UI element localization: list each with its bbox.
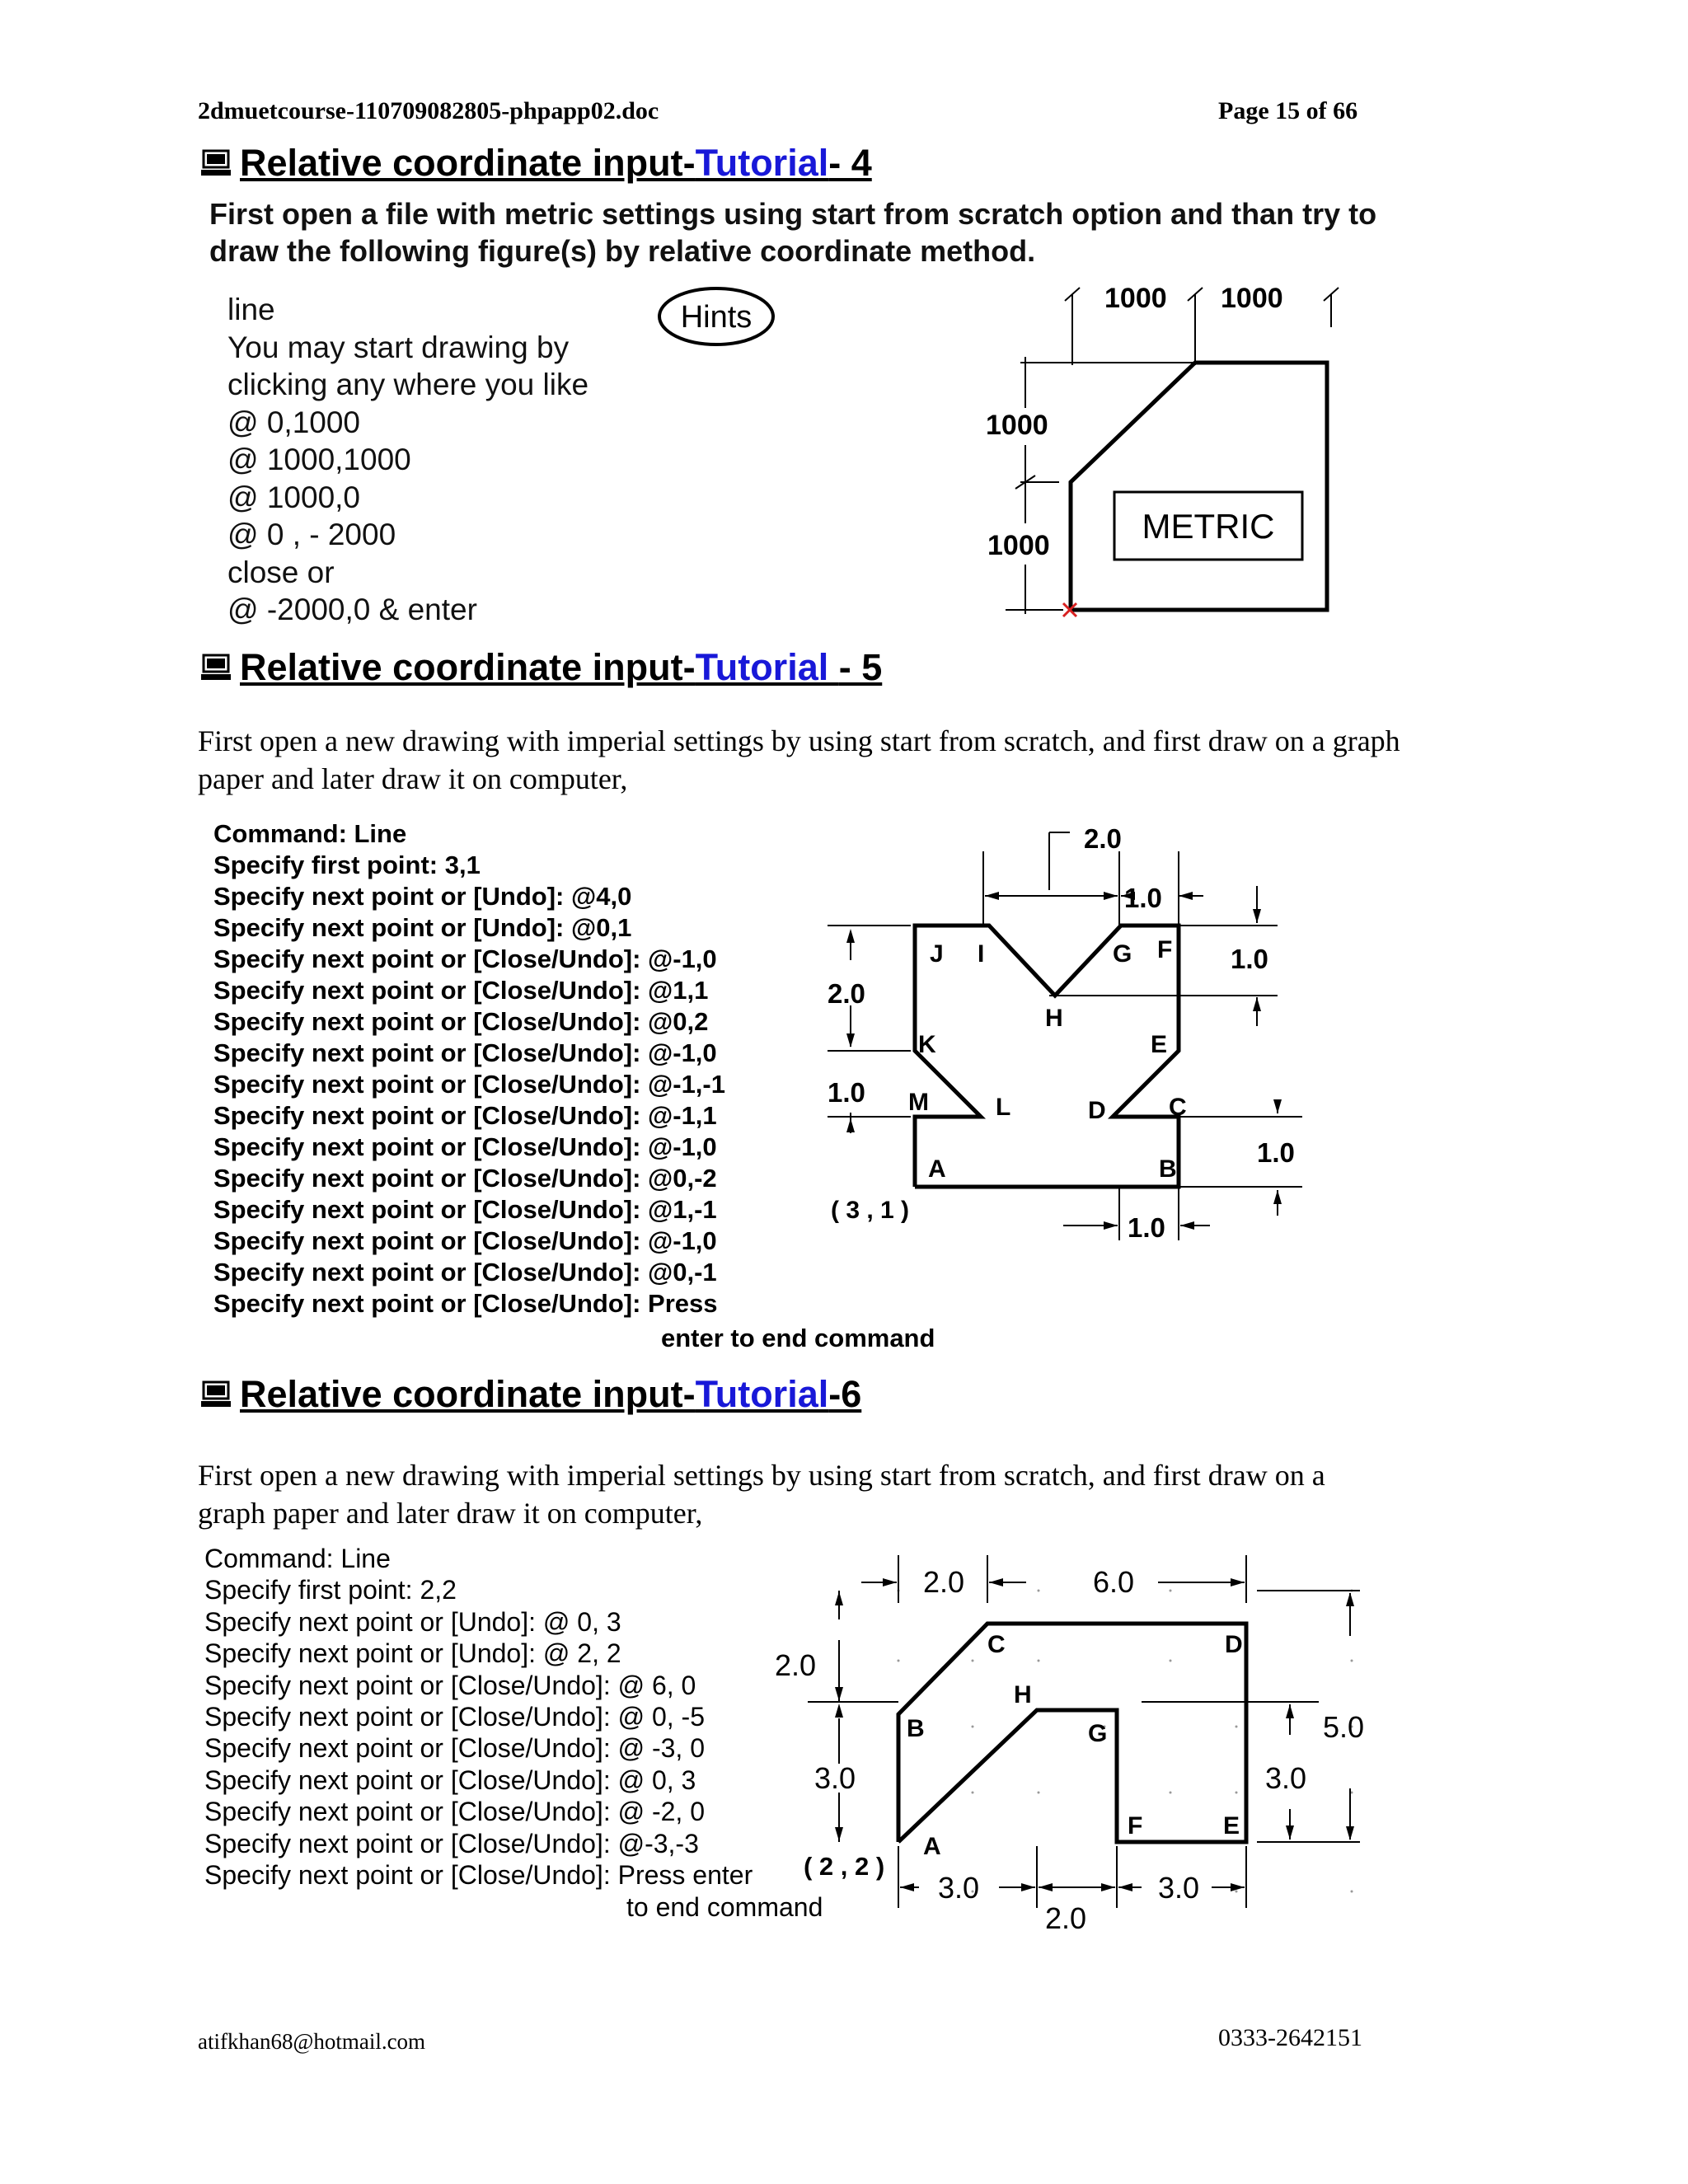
- dim-top-left: 1000: [1104, 283, 1167, 314]
- dim-left-upper: 1000: [986, 410, 1048, 441]
- tutorial-5-command-tail: enter to end command: [661, 1324, 935, 1352]
- point-g: G: [1088, 1720, 1108, 1747]
- point-j: J: [930, 940, 944, 968]
- command-line: Specify next point or [Close/Undo]: @-1,1: [213, 1101, 717, 1130]
- command-line: Specify next point or [Undo]: @4,0: [213, 882, 632, 911]
- tutorial-6-link[interactable]: Tutorial: [695, 1373, 829, 1415]
- command-line: Specify next point or [Close/Undo]: @-1,0: [213, 1226, 717, 1255]
- point-k: K: [918, 1031, 936, 1058]
- dim-top-right: 1000: [1221, 283, 1283, 314]
- paragraph-line: First open a new drawing with imperial settings by using start from scratch, and first draw on a graph: [198, 724, 1400, 757]
- tutorial-5-figure: [816, 820, 1327, 1261]
- origin-label: ( 3 , 1 ): [831, 1197, 910, 1224]
- document-filename: 2dmuetcourse-110709082805-phpapp02.doc: [198, 97, 659, 124]
- paragraph-line: First open a new drawing with imperial settings by using start from scratch, and first draw on a: [198, 1459, 1325, 1492]
- dim-top-left-label: 2.0: [923, 1565, 965, 1599]
- command-line: Specify next point or [Close/Undo]: @0,-2: [213, 1164, 717, 1193]
- step-line: @ 0 , - 2000: [227, 518, 396, 551]
- command-line: Specify next point or [Undo]: @ 2, 2: [204, 1638, 621, 1669]
- command-line: Specify next point or [Close/Undo]: @-1,0: [213, 944, 717, 973]
- command-line: Specify first point: 3,1: [213, 851, 481, 879]
- point-e: E: [1223, 1812, 1240, 1840]
- tutorial-4-intro-line-2: draw the following figure(s) by relative coordinate method.: [209, 234, 1036, 268]
- dim-bottom-right-label: 3.0: [1158, 1871, 1200, 1905]
- point-f: F: [1157, 936, 1173, 963]
- command-line: Specify next point or [Close/Undo]: @ -2, 0: [204, 1797, 705, 1827]
- tutorial-5-paragraph: [198, 722, 1400, 798]
- tutorial-4-title-suffix: - 4: [828, 142, 872, 184]
- tutorial-6-title-suffix: -6: [828, 1373, 862, 1415]
- tutorial-6-heading: [200, 1373, 861, 1416]
- command-line: Specify next point or [Close/Undo]: @ -3, 0: [204, 1733, 705, 1764]
- tutorial-5-title-prefix: Relative coordinate input-: [240, 646, 696, 688]
- dim-top-label: 2.0: [1084, 823, 1122, 854]
- tutorial-4-steps: [227, 291, 588, 629]
- point-d: D: [1225, 1631, 1243, 1658]
- paragraph-line: paper and later draw it on computer,: [198, 762, 628, 795]
- tutorial-5-heading: [200, 646, 882, 689]
- metric-label: METRIC: [1142, 507, 1275, 546]
- command-line: Specify next point or [Close/Undo]: @-1,0: [213, 1132, 717, 1161]
- step-line: clicking any where you like: [227, 368, 589, 401]
- dim-top-right-label: 1.0: [1124, 883, 1162, 913]
- step-line: @ 1000,0: [227, 480, 361, 514]
- point-f: F: [1128, 1812, 1143, 1840]
- step-line: close or: [227, 555, 335, 589]
- dim-top-right-label: 6.0: [1093, 1565, 1135, 1599]
- tutorial-4-title-prefix: Relative coordinate input-: [240, 142, 696, 184]
- dim-right-total-label: 5.0: [1323, 1710, 1365, 1744]
- dim-right-bottom-label: 1.0: [1257, 1137, 1295, 1168]
- dim-bottom-label: 1.0: [1128, 1212, 1165, 1243]
- command-line: Specify next point or [Undo]: @0,1: [213, 913, 632, 942]
- tutorial-6-title-prefix: Relative coordinate input-: [240, 1373, 696, 1415]
- computer-icon: [200, 654, 232, 682]
- step-line: line: [227, 293, 275, 326]
- point-m: M: [908, 1089, 929, 1116]
- tutorial-5-title-suffix: - 5: [838, 646, 883, 688]
- command-line: Command: Line: [204, 1544, 391, 1573]
- footer-email: atifkhan68@hotmail.com: [198, 2029, 426, 2054]
- footer-phone: 0333-2642151: [1218, 2024, 1362, 2051]
- command-line: Specify next point or [Close/Undo]: Press: [213, 1289, 718, 1318]
- point-h: H: [1014, 1681, 1032, 1708]
- point-c: C: [1169, 1094, 1187, 1121]
- dim-left-lower: 1000: [987, 530, 1050, 561]
- page-number: Page 15 of 66: [1218, 97, 1358, 124]
- tutorial-4-figure: [973, 276, 1360, 626]
- tutorial-5-link[interactable]: Tutorial: [695, 646, 839, 688]
- command-line: Specify next point or [Close/Undo]: Press enter: [204, 1860, 753, 1891]
- step-line: @ -2000,0 & enter: [227, 593, 477, 626]
- paragraph-line: graph paper and later draw it on computer,: [198, 1497, 703, 1530]
- command-line: Specify next point or [Close/Undo]: @ 0, -5: [204, 1702, 705, 1732]
- command-line: Specify first point: 2,2: [204, 1575, 457, 1605]
- tutorial-4-intro: [209, 195, 1376, 269]
- dim-left-top-label: 2.0: [775, 1648, 817, 1682]
- command-line: Specify next point or [Close/Undo]: @-1,0: [213, 1038, 717, 1067]
- dim-bottom-left-label: 3.0: [938, 1871, 980, 1905]
- command-line: Specify next point or [Close/Undo]: @1,1: [213, 976, 709, 1005]
- point-c: C: [987, 1631, 1006, 1658]
- dim-bottom-mid-label: 2.0: [1045, 1901, 1087, 1933]
- dim-right-inner-label: 3.0: [1265, 1761, 1307, 1795]
- dim-left-top-label: 2.0: [828, 978, 865, 1009]
- tutorial-4-intro-line-1: First open a file with metric settings using start from scratch option and than try to: [209, 197, 1377, 231]
- step-line: @ 1000,1000: [227, 443, 411, 476]
- command-line: Specify next point or [Close/Undo]: @-1,-1: [213, 1070, 725, 1099]
- command-line: Specify next point or [Close/Undo]: @0,-1: [213, 1258, 717, 1286]
- point-d: D: [1088, 1097, 1106, 1124]
- command-line: Specify next point or [Close/Undo]: @ 0, 3: [204, 1765, 696, 1795]
- tutorial-4-link[interactable]: Tutorial: [695, 142, 829, 184]
- origin-label: ( 2 , 2 ): [804, 1852, 885, 1881]
- tutorial-6-paragraph: [198, 1456, 1325, 1532]
- point-b: B: [907, 1715, 925, 1742]
- dim-right-top-label: 1.0: [1231, 944, 1268, 974]
- tutorial-6-figure: [775, 1545, 1385, 1933]
- hints-label: Hints: [680, 300, 753, 335]
- point-a: A: [923, 1833, 941, 1860]
- command-line: Specify next point or [Undo]: @ 0, 3: [204, 1606, 621, 1637]
- command-line: Specify next point or [Close/Undo]: @1,-1: [213, 1195, 717, 1224]
- dim-left-mid-label: 1.0: [828, 1077, 865, 1108]
- point-g: G: [1113, 940, 1132, 968]
- point-a: A: [928, 1155, 946, 1183]
- point-b: B: [1159, 1155, 1177, 1183]
- point-l: L: [996, 1094, 1011, 1121]
- tutorial-6-commands: [204, 1543, 753, 1891]
- step-line: @ 0,1000: [227, 405, 361, 439]
- point-e: E: [1151, 1031, 1168, 1058]
- point-h: H: [1045, 1005, 1063, 1032]
- step-line: You may start drawing by: [227, 330, 570, 364]
- command-line: Specify next point or [Close/Undo]: @-3,-3: [204, 1828, 699, 1858]
- tutorial-6-command-tail: to end command: [626, 1892, 823, 1922]
- tutorial-4-heading: [200, 142, 872, 185]
- dim-left-bottom-label: 3.0: [814, 1761, 856, 1795]
- command-line: Specify next point or [Close/Undo]: @0,2: [213, 1007, 709, 1036]
- point-i: I: [978, 940, 985, 968]
- computer-icon: [200, 149, 232, 177]
- hints-badge: [656, 284, 776, 349]
- command-line: Command: Line: [213, 819, 407, 848]
- computer-icon: [200, 1380, 232, 1408]
- tutorial-5-commands: [213, 818, 725, 1319]
- command-line: Specify next point or [Close/Undo]: @ 6, 0: [204, 1670, 696, 1700]
